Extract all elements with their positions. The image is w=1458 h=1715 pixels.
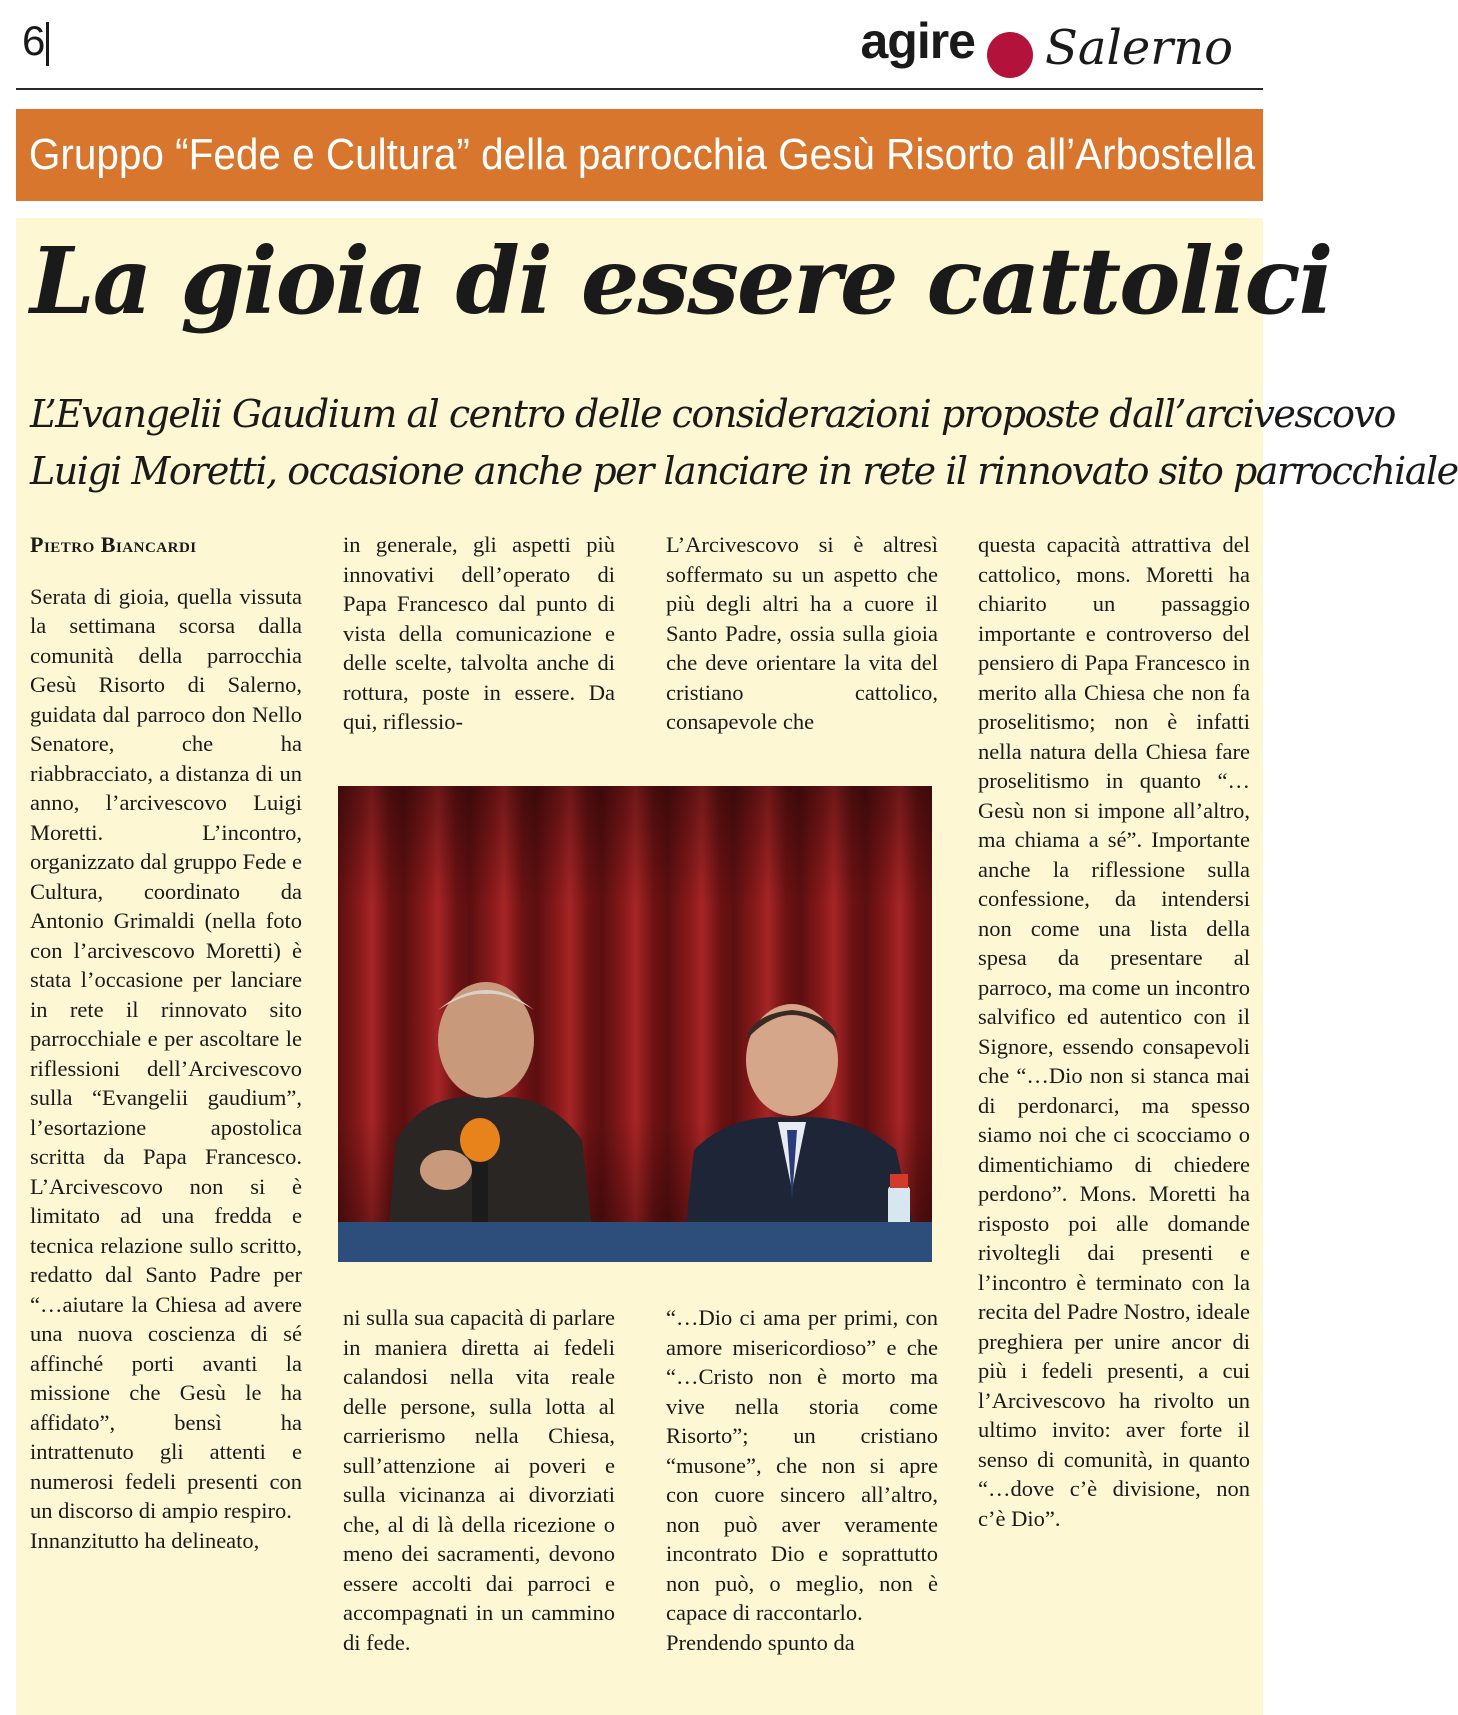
- article-column-2-top: [343, 530, 615, 737]
- article-column-4: [978, 530, 1250, 1533]
- photo-table: [338, 1222, 932, 1262]
- header-rule: [16, 88, 1263, 90]
- paragraph: in generale, gli aspetti più innovativi dell’operato di Papa Francesco dal punto di vista della comunicazione e delle scelte, talvolta anche di rottura, poste in essere. Da qui, riflessio-: [343, 532, 615, 734]
- kicker-banner: [16, 109, 1263, 201]
- article-column-3-top: [666, 530, 938, 737]
- article: [16, 218, 1458, 1715]
- masthead-brand: agire: [860, 13, 975, 69]
- article-column-2-bottom: [343, 1303, 615, 1657]
- byline: Pietro Biancardi: [30, 532, 197, 557]
- masthead-dot-icon: [987, 32, 1033, 78]
- paragraph: “…Dio ci ama per primi, con amore misericordioso” e che “…Cristo non è morto ma vive nella storia come Risorto”; un cristiano “musone”, che non si apre con cuore sincero all’altro, non può aver veramente incontrato Dio e soprattutto non può, o meglio, non è capace di raccontarlo.: [666, 1305, 938, 1625]
- headline: La gioia di essere cattolici: [30, 227, 1332, 335]
- masthead: [813, 14, 1233, 78]
- subtitle: [30, 386, 1458, 500]
- article-column-1: [30, 530, 302, 1555]
- page-number: 6: [22, 17, 46, 64]
- paragraph: Serata di gioia, quella vissuta la settimana scorsa dalla comunità della parrocchia Gesù Risorto di Salerno, guidata dal parroco don Nello Senatore, che ha riabbracciato, a distanza di un anno, l’arcivescovo Luigi Moretti. L’incontro, organizzato dal gruppo Fede e Cultura, coordinato da Antonio Grimaldi (nella foto con l’arcivescovo Moretti) è stata l’occasione per lanciare in rete il rinnovato sito parrocchiale e per ascoltare le riflessioni dell’Arcivescovo sulla “Evangelii gaudium”, l’esortazione apostolica scritta da Papa Francesco. L’Arcivescovo non si è limitato ad una fredda e tecnica relazione sullo scritto, redatto dal Santo Padre per “…aiutare la Chiesa ad avere una nuova coscienza di sé affinché porti avanti la missione che Gesù le ha affidato”, bensì ha intrattenuto gli attenti e numerosi fedeli presenti con un discorso di ampio respiro.: [30, 583, 302, 1523]
- photo-archbishop-figure: [386, 970, 596, 1262]
- article-column-3-bottom: [666, 1303, 938, 1657]
- page-number-divider: [46, 22, 49, 66]
- subtitle-line: L’Evangelii Gaudium al centro delle considerazioni proposte dall’arcivescovo: [30, 392, 1395, 436]
- paragraph: Innanzitutto ha delineato,: [30, 1527, 260, 1553]
- paragraph: ni sulla sua capacità di parlare in maniera diretta ai fedeli calandosi nella vita reale delle persone, sulla lotta al carrierismo nella Chiesa, sull’attenzione ai poveri e sulla vicinanza ai divorziati che, al di là della ricezione o meno dei sacramenti, devono essere accolti dai parroci e accompagnati in un cammino di fede.: [343, 1305, 615, 1655]
- article-photo: [338, 786, 932, 1262]
- paragraph: questa capacità attrattiva del cattolico, mons. Moretti ha chiarito un passaggio importante e controverso del pensiero di Papa Francesco in merito alla Chiesa che non fa proselitismo; non è infatti nella natura della Chiesa fare proselitismo in quanto “…Gesù non si impone all’altro, ma chiama a sé”. Importante anche la riflessione sulla confessione, da intendersi non come una lista della spesa da presentare al parroco, ma come un incontro salvifico ed autentico con il Signore, essendo consapevoli che “…Dio non si stanca mai di perdonarci, ma spesso siamo noi che ci scocciamo o dimentichiamo di chiedere perdono”. Mons. Moretti ha risposto poi alle domande rivoltegli dai presenti e l’incontro è terminato con la recita del Padre Nostro, ideale preghiera per unire ancor di più i fedeli presenti, a cui l’Arcivescovo ha rivolto un ultimo invito: aver forte il senso di comunità, in quanto “…dove c’è divisione, non c’è Dio”.: [978, 532, 1250, 1531]
- subtitle-line: Luigi Moretti, occasione anche per lanciare in rete il rinnovato sito parrocchiale: [30, 449, 1458, 493]
- paragraph: Prendendo spunto da: [666, 1629, 855, 1655]
- kicker-text: Gruppo “Fede e Cultura” della parrocchia Gesù Risorto all’Arbostella: [28, 130, 1256, 179]
- paragraph: L’Arcivescovo si è altresì soffermato su un aspetto che più degli altri ha a cuore il Santo Padre, ossia sulla gioia che deve orientare la vita del cristiano cattolico, consapevole che: [666, 532, 938, 734]
- masthead-city: Salerno: [1044, 20, 1233, 76]
